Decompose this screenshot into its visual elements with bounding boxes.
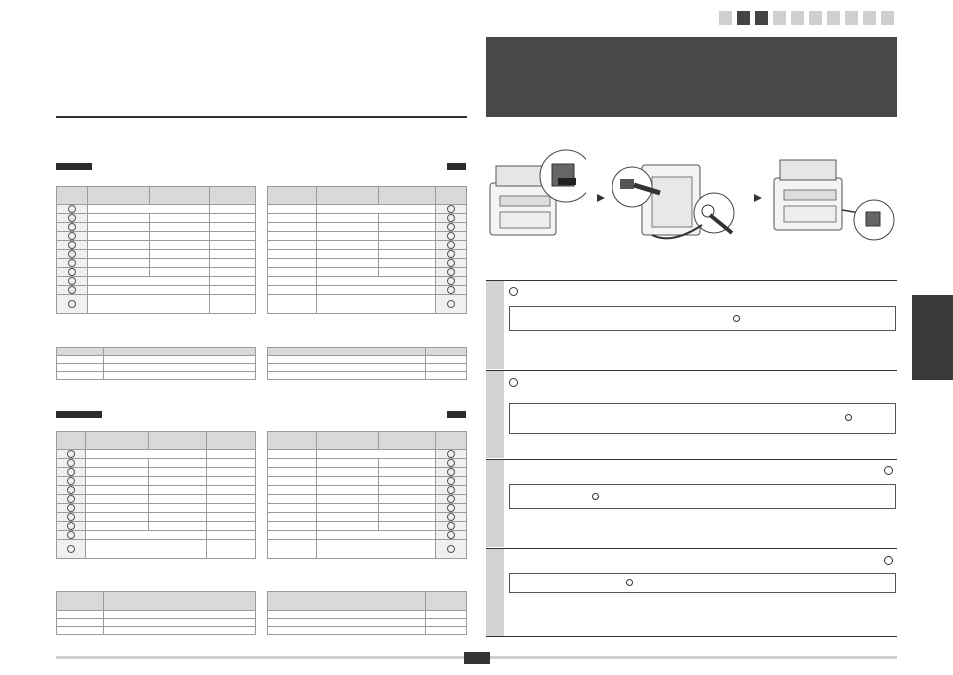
section-tag-b: [56, 411, 102, 418]
step-3-box: [509, 484, 896, 509]
settings-table-a-left: [56, 186, 256, 314]
step-2-bar: [486, 371, 504, 458]
section-divider-3: [486, 548, 897, 549]
section-divider-top: [486, 280, 897, 281]
printer-illustration-2: [612, 155, 747, 250]
printer-illustration-3: [770, 148, 900, 243]
mini-table-a-right: [267, 347, 467, 380]
settings-table-a-right: [267, 186, 467, 314]
title-banner: [486, 37, 897, 117]
key-symbol-icon: [845, 414, 852, 421]
circle-outline-icon: [884, 466, 893, 475]
triangle-right-icon: [754, 194, 762, 202]
step-3-bar: [486, 460, 504, 547]
progress-step-2: [737, 11, 750, 25]
section-divider-bottom: [486, 636, 897, 637]
circle-outline-icon: [884, 556, 893, 565]
progress-step-3: [755, 11, 768, 25]
progress-step-4: [773, 11, 786, 25]
section-tag-b-right: [447, 411, 466, 418]
chapter-side-tab: [912, 295, 953, 380]
section-rule: [56, 116, 467, 118]
step-2-box: [509, 403, 896, 434]
progress-step-1: [719, 11, 732, 25]
section-divider-2: [486, 459, 897, 460]
section-tag-a-right: [447, 163, 466, 170]
mini-table-b-left: [56, 591, 256, 635]
progress-step-9: [863, 11, 876, 25]
mini-table-a-left: [56, 347, 256, 380]
mini-table-b-right: [267, 591, 467, 635]
page-number-box: [464, 652, 490, 664]
progress-indicator: [719, 11, 894, 25]
progress-step-8: [845, 11, 858, 25]
section-tag-a: [56, 163, 92, 170]
key-symbol-icon: [592, 493, 599, 500]
settings-table-b-left: [56, 431, 256, 559]
section-divider-1: [486, 370, 897, 371]
step-1-box: [509, 306, 896, 331]
step-4-box: [509, 573, 896, 593]
step-1-bar: [486, 281, 504, 369]
step-4-bar: [486, 549, 504, 636]
printer-illustration-1: [486, 148, 586, 243]
progress-step-7: [827, 11, 840, 25]
key-symbol-icon: [733, 315, 740, 322]
progress-step-5: [791, 11, 804, 25]
settings-table-b-right: [267, 431, 467, 559]
triangle-right-icon: [597, 194, 605, 202]
key-symbol-icon: [626, 579, 633, 586]
progress-step-6: [809, 11, 822, 25]
circle-outline-icon: [509, 287, 518, 296]
circle-outline-icon: [509, 378, 518, 387]
progress-step-10: [881, 11, 894, 25]
